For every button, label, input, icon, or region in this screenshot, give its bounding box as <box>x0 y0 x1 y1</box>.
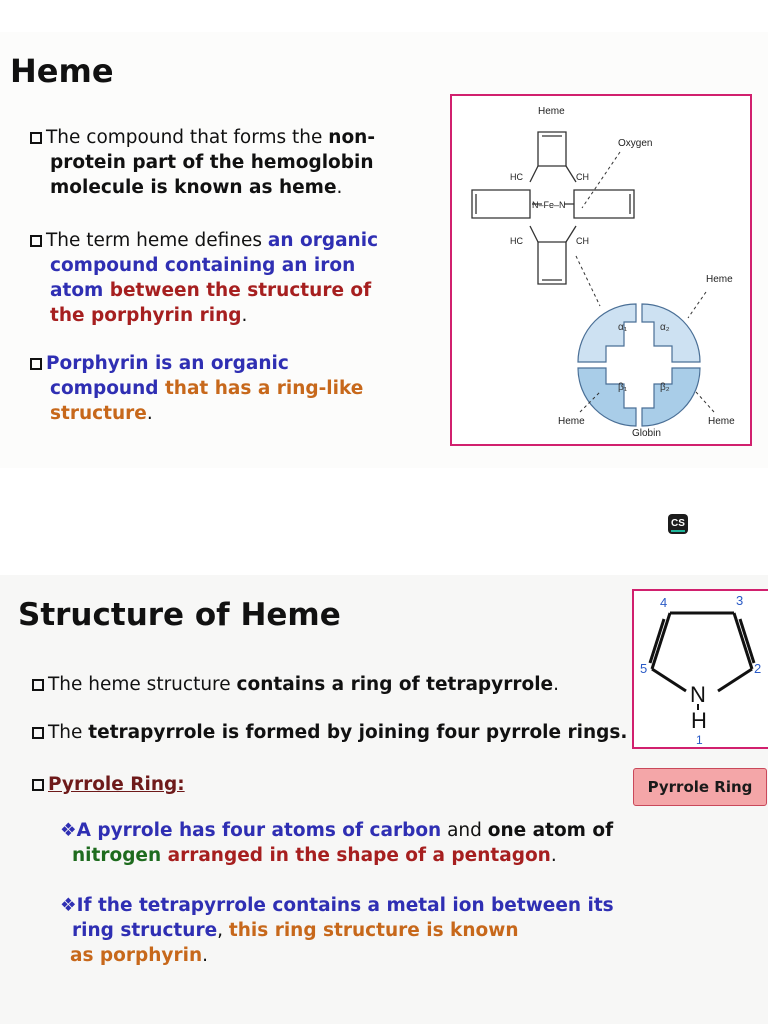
atom-number-4: 4 <box>660 595 668 610</box>
atom-number-3: 3 <box>736 593 744 608</box>
atom-number-1: 1 <box>696 733 703 747</box>
bullet-porphyrin: Porphyrin is an organic compound that has a ring-like structure. <box>30 351 410 426</box>
slide-structure-of-heme <box>0 575 768 1024</box>
subunit-alpha1: α₁ <box>618 322 628 333</box>
pyrrole-pentagon <box>650 613 754 691</box>
hemoglobin-diagram <box>450 94 752 446</box>
slide-title: Structure of Heme <box>18 597 341 633</box>
bullet-term-heme: The term heme defines an organic compound containing an iron atom between the structure of the porphyrin ring. <box>30 228 410 328</box>
square-bullet-icon <box>32 727 44 739</box>
diagram-label-hc-top: HC <box>510 172 523 182</box>
pyrrole-ring-label: Pyrrole Ring <box>633 768 767 806</box>
bullet-heme-definition: The compound that forms the non- protein part of the hemoglobin molecule is known as heme. <box>30 125 410 200</box>
diagram-label-fe: N–Fe–N <box>532 200 566 210</box>
pyrrole-ring-svg <box>634 591 768 747</box>
bullet-heme-structure: The heme structure contains a ring of tetrapyrrole. <box>32 672 632 697</box>
sub-bullet-pyrrole-atoms: ❖A pyrrole has four atoms of carbon and one atom of nitrogen arranged in the shape of a pentagon. <box>60 820 614 866</box>
globin-tetramer <box>578 304 700 426</box>
square-bullet-icon <box>32 779 44 791</box>
diagram-label-heme-right: Heme <box>706 274 733 285</box>
bullet-pyrrole-ring-heading: Pyrrole Ring: <box>32 772 332 797</box>
pyrrole-ring-diagram <box>632 589 768 749</box>
bullet-tetrapyrrole: The tetrapyrrole is formed by joining four pyrrole rings. <box>32 720 632 745</box>
nitrogen-atom: N <box>690 682 706 707</box>
diagram-label-heme-bottom-right: Heme <box>708 416 735 427</box>
subunit-beta1: β₁ <box>618 382 628 393</box>
subunit-beta2: β₂ <box>660 382 670 393</box>
square-bullet-icon <box>32 679 44 691</box>
diagram-label-globin: Globin <box>632 428 661 439</box>
diagram-label-hc-bottom: HC <box>510 236 523 246</box>
atom-number-2: 2 <box>754 661 762 676</box>
heme-to-globin-pointer <box>576 256 600 306</box>
diagram-label-ch-top: CH <box>576 172 589 182</box>
atom-number-5: 5 <box>640 661 648 676</box>
diagram-label-heme-top: Heme <box>538 106 565 117</box>
diagram-label-oxygen: Oxygen <box>618 138 653 149</box>
square-bullet-icon <box>30 358 42 370</box>
hemoglobin-diagram-svg <box>452 96 750 444</box>
subunit-alpha2: α₂ <box>660 322 670 333</box>
camscanner-badge: CS <box>668 514 688 534</box>
diamond-star-icon: ❖ <box>60 820 77 841</box>
sub-bullet-porphyrin-definition: ❖If the tetrapyrrole contains a metal ion between its ring structure, this ring structure is known as porphyrin. <box>60 895 614 966</box>
slide-title: Heme <box>10 52 114 90</box>
square-bullet-icon <box>30 235 42 247</box>
hydrogen-atom: H <box>691 708 707 733</box>
slide-heme <box>0 32 768 468</box>
diagram-label-heme-bottom-left: Heme <box>558 416 585 427</box>
diamond-star-icon: ❖ <box>60 895 77 916</box>
diagram-label-ch-bottom: CH <box>576 236 589 246</box>
square-bullet-icon <box>30 132 42 144</box>
